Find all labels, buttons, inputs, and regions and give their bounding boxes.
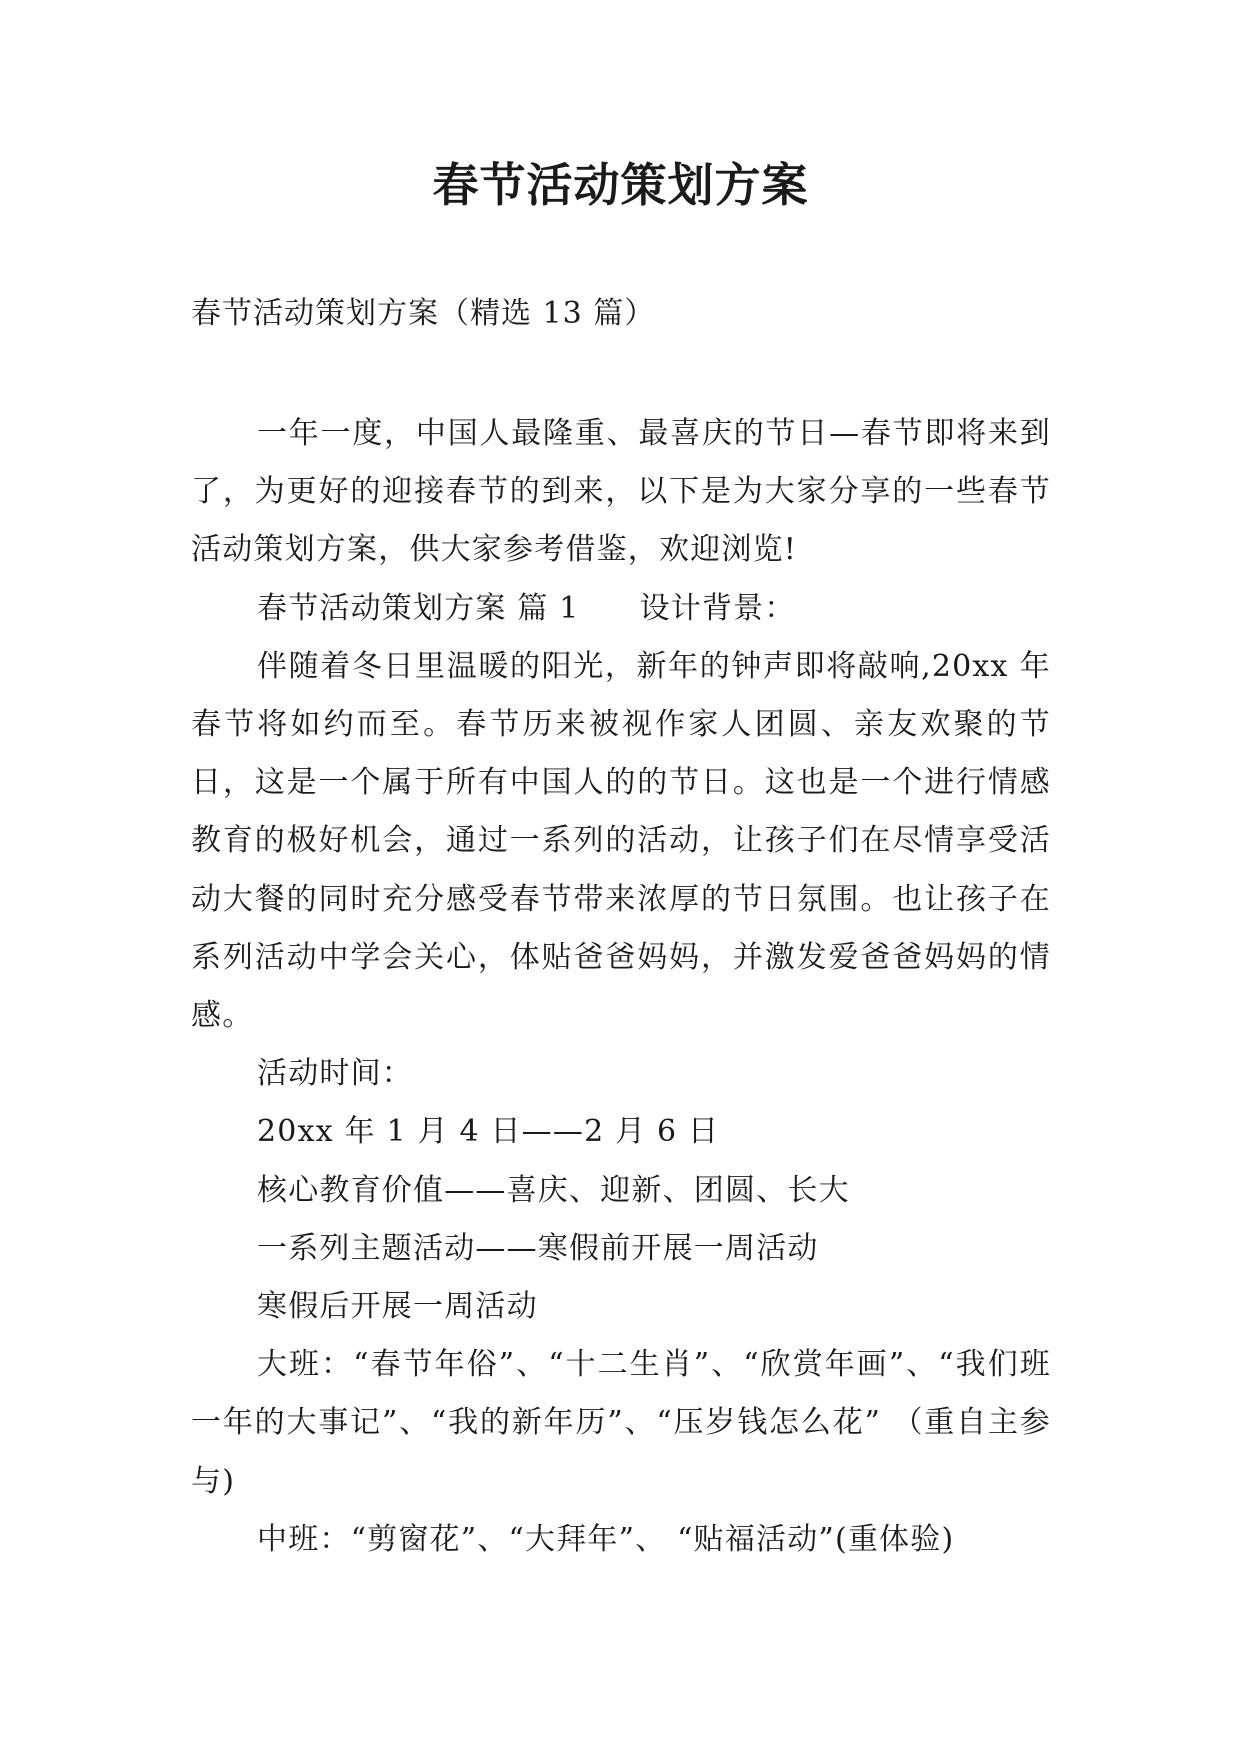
document-body <box>191 405 1051 1569</box>
big-class-paragraph: 大班：“春节年俗”、“十二生肖”、“欣赏年画”、“我们班一年的大事记”、“我的新年历”、“压岁钱怎么花” （重自主参与) <box>191 1347 1051 1499</box>
intro-paragraph: 一年一度，中国人最隆重、最喜庆的节日—春节即将来到了，为更好的迎接春节的到来，以下是为大家分享的一些春节活动策划方案，供大家参考借鉴，欢迎浏览! <box>191 416 1051 568</box>
document-title: 春节活动策划方案 <box>432 158 809 212</box>
core-value-line: 核心教育价值——喜庆、迎新、团圆、长大 <box>257 1172 850 1208</box>
time-value: 20xx 年 1 月 4 日——2 月 6 日 <box>257 1114 720 1150</box>
design-background-label: 设计背景： <box>639 590 796 626</box>
section-heading-line <box>191 580 1051 638</box>
after-break-line: 寒假后开展一周活动 <box>257 1289 538 1325</box>
middle-class-paragraph: 中班：“剪窗花”、“大拜年”、 “贴福活动”(重体验) <box>257 1521 955 1557</box>
section-heading: 春节活动策划方案 篇 1 <box>257 590 580 626</box>
document-subtitle: 春节活动策划方案（精选 13 篇） <box>191 296 656 331</box>
series-activity-line: 一系列主题活动——寒假前开展一周活动 <box>257 1230 819 1266</box>
time-label: 活动时间： <box>257 1056 413 1092</box>
background-paragraph: 伴随着冬日里温暖的阳光，新年的钟声即将敲响,20xx 年春节将如约而至。春节历来被视作家人团圆、亲友欢聚的节日，这是一个属于所有中国人的的节日。这也是一个进行情感教育的极好机会，通过一系列的活动，让孩子们在尽情享受活动大餐的同时充分感受春节带来浓厚的节日氛围。也让孩子在系列活动中学会关心，体贴爸爸妈妈，并激发爱爸爸妈妈的情感。 <box>191 648 1051 1034</box>
